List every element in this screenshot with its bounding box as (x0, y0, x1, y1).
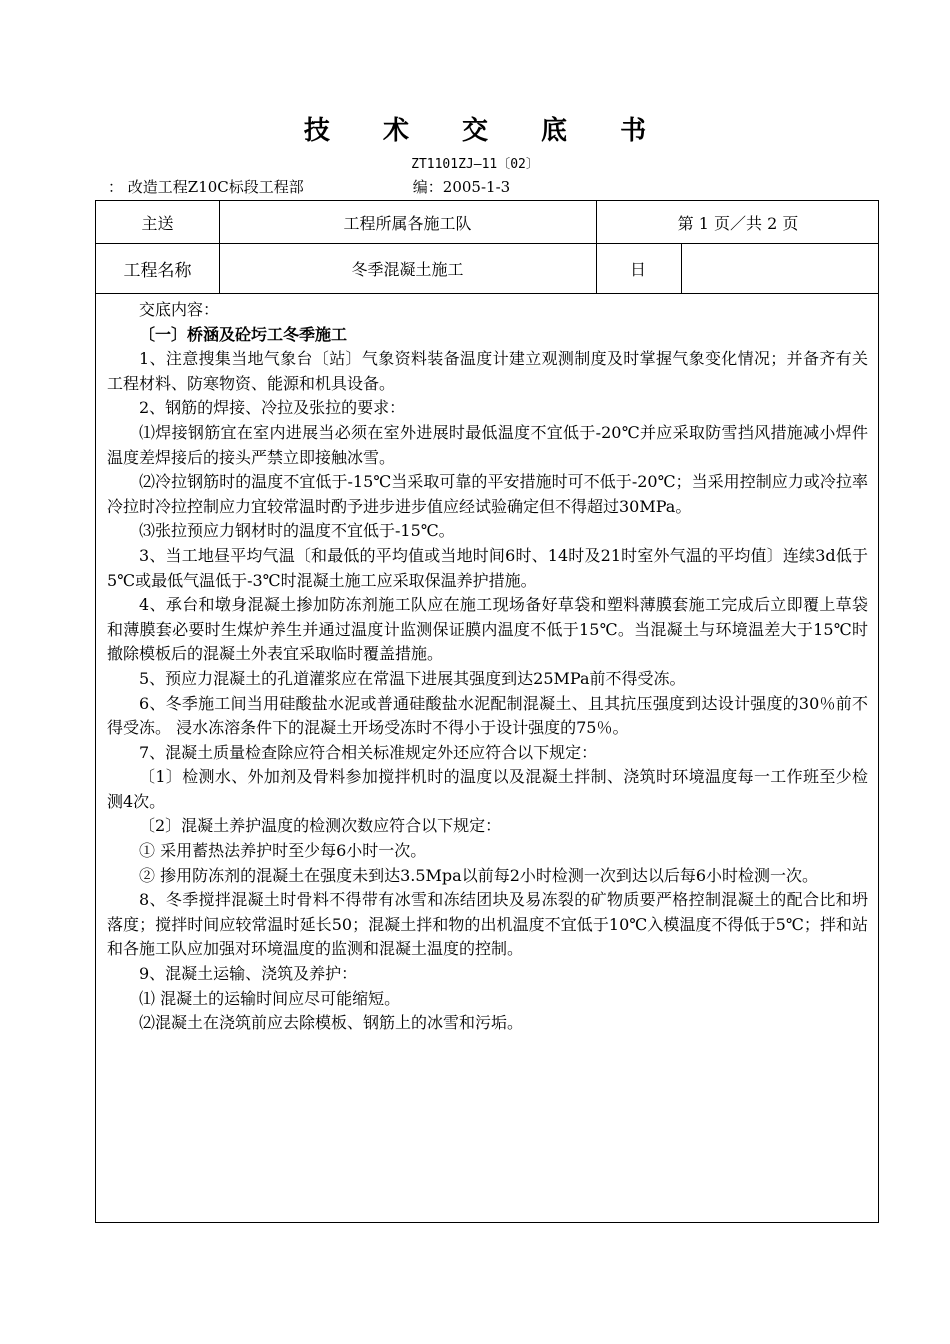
paragraph: 4、承台和墩身混凝土掺加防冻剂施工队应在施工现场备好草袋和塑料薄膜套施工完成后立即覆上草袋和薄膜套必要时生煤炉养生并通过温度计监测保证膜内温度不低于15℃。当混凝土与环境温差大于15℃时撤除模板后的混凝土外表宜采取临时覆盖措施。 (107, 595, 868, 664)
paragraph: 〔1〕检测水、外加剂及骨料参加搅拌机时的温度以及混凝土拌制、浇筑时环境温度每一工作班至少检测4次。 (107, 767, 868, 811)
paragraph: 5、预应力混凝土的孔道灌浆应在常温下进展其强度到达25MPa前不得受冻。 (139, 668, 686, 688)
date-text: 编：2005-1-3 (412, 178, 511, 196)
paragraph: 〔2〕混凝土养护温度的检测次数应符合以下规定： (139, 816, 502, 836)
department-text: ： 改造工程Z10C标段工程部 (108, 178, 304, 196)
paragraph: ① 采用蓄热法养护时至少每6小时一次。 (139, 841, 427, 861)
paragraph: 9、混凝土运输、浇筑及养护： (139, 964, 358, 984)
send-to-label: 主送 (141, 213, 174, 233)
paragraph: ⑵冷拉钢筋时的温度不宜低于-15℃当采取可靠的平安措施时可不低于-20℃；当采用控制应力或冷拉率冷拉时冷拉控制应力宜较常温时酌予进步进步值应经试验确定但不得超过30MPa。 (107, 472, 868, 516)
paragraph: ⑴ 混凝土的运输时间应尽可能缩短。 (139, 988, 401, 1008)
content-intro: 交底内容： (139, 300, 220, 319)
section-title: 〔一〕桥涵及砼圬工冬季施工 (139, 324, 348, 344)
project-name-value: 冬季混凝土施工 (351, 259, 464, 279)
paragraph: ② 掺用防冻剂的混凝土在强度未到达3.5Mpa以前每2小时检测一次到达以后每6小时检测一次。 (139, 865, 819, 885)
paragraph: 2、钢筋的焊接、冷拉及张拉的要求： (139, 398, 406, 418)
paragraph: ⑶张拉预应力钢材时的温度不宜低于-15℃。 (139, 521, 455, 541)
send-to-value: 工程所属各施工队 (343, 213, 472, 233)
paragraph: 6、冬季施工间当用硅酸盐水泥或普通硅酸盐水泥配制混凝土、且其抗压强度到达设计强度的30％前不得受冻。 浸水冻溶条件下的混凝土开场受冻时不得小于设计强度的75％。 (107, 693, 868, 738)
document-title: 技 术 交 底 书 (303, 116, 669, 146)
handover-content (96, 294, 878, 1222)
paragraph: ⑵混凝土在浇筑前应去除模板、钢筋上的冰雪和污垢。 (139, 1013, 524, 1033)
paragraph: 1、注意搜集当地气象台〔站〕气象资料装备温度计建立观测制度及时掌握气象变化情况；并备齐有关工程材料、防寒物资、能源和机具设备。 (107, 349, 868, 393)
handover-table (95, 200, 879, 1223)
paragraph: 8、冬季搅拌混凝土时骨料不得带有冰雪和冻结团块及易冻裂的矿物质要严格控制混凝土的配合比和坍落度；搅拌时间应较常温时延长50；混凝土拌和物的出机温度不宜低于10℃入模温度不得低于5℃；拌和站和各施工队应加强对环境温度的监测和混凝土温度的控制。 (107, 890, 868, 959)
page-info: 第 1 页／共 2 页 (677, 213, 799, 233)
paragraph: ⑴焊接钢筋宜在室内进展当必须在室外进展时最低温度不宜低于-20℃并应采取防雪挡风措施减小焊件温度差焊接后的接头严禁立即接触冰雪。 (107, 422, 868, 467)
paragraph: 3、当工地昼平均气温〔和最低的平均值或当地时间6时、14时及21时室外气温的平均值〕连续3d低于5℃或最低气温低于-3℃时混凝土施工应采取保温养护措施。 (107, 545, 868, 590)
paragraph: 7、混凝土质量检查除应符合相关标准规定外还应符合以下规定： (139, 742, 598, 762)
info-line (108, 176, 510, 197)
date-label: 日 (630, 259, 647, 279)
project-name-label: 工程名称 (123, 260, 192, 281)
document-number: ZT1101ZJ—11〔02〕 (411, 157, 539, 172)
